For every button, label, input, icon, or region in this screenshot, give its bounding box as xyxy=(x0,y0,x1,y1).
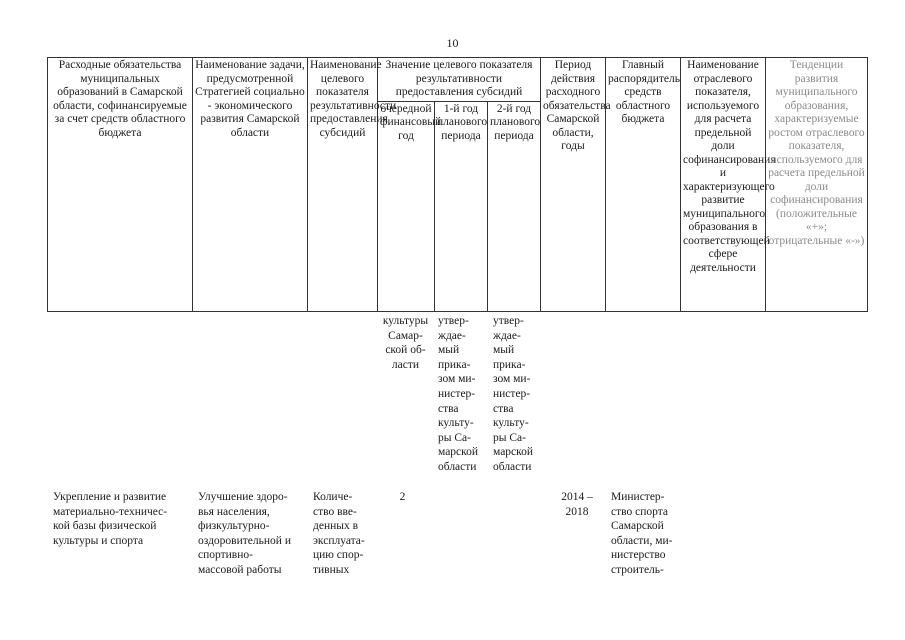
header-col-sector-indicator: Наименование отраслевого показателя, используемого для расчета предельной доли софинансирования и характеризующего развитие муниципального образования в соответствующей сфере деятельности xyxy=(681,58,766,312)
row-task: Улучшение здоро- вья населения, физкультурно- оздоровительной и спортивно- массовой работы xyxy=(198,491,291,576)
continuation-plan-year-1: утвер- ждае- мый прика- зом ми- нистер- ства культу- ры Са- марской области xyxy=(438,315,479,473)
page-number: 10 xyxy=(446,36,459,50)
header-table xyxy=(47,57,868,312)
header-col-current-year: очередной финансовый год xyxy=(378,101,435,312)
row-administrator: Министер- ство спорта Самарской области, ми- нистерство строитель- xyxy=(611,491,673,576)
header-col-trends: Тенденции развития муниципального образования, характеризуемые ростом отраслевого показателя, используемого для расчета предельной доли софинансирования (положительные «+»; отрицательные «-») xyxy=(766,58,868,312)
header-col-indicator: Наименование целевого показателя результативности предоставления субсидий xyxy=(308,58,378,312)
row-obligation: Укрепление и развитие материально-техничес- кой базы физической культуры и спорта xyxy=(53,491,168,547)
continuation-plan-year-2: утвер- ждае- мый прика- зом ми- нистер- ства культу- ры Са- марской области xyxy=(493,315,534,473)
header-col-target-values: Значение целевого показателя результативности предоставления субсидий xyxy=(378,58,541,102)
header-col-obligations: Расходные обязательства муниципальных образований в Самарской области, софинансируемые за счет средств областного бюджета xyxy=(48,58,193,312)
header-col-task: Наименование задачи, предусмотренной Стратегией социально - экономического развития Самарской области xyxy=(193,58,308,312)
header-col-plan-year-2: 2-й год планового периода xyxy=(488,101,541,312)
header-col-plan-year-1: 1-й год планового периода xyxy=(435,101,488,312)
row-period: 2014 – 2018 xyxy=(561,491,593,518)
row-indicator: Количе- ство вве- денных в эксплуата- цию спор- тивных xyxy=(313,491,365,576)
continuation-current-year: культуры Самар- ской об- ласти xyxy=(382,315,429,371)
header-col-period: Период действия расходного обязательства Самарской области, годы xyxy=(541,58,606,312)
header-col-administrator: Главный распорядитель средств областного бюджета xyxy=(606,58,681,312)
row-current-year-value: 2 xyxy=(399,491,406,503)
